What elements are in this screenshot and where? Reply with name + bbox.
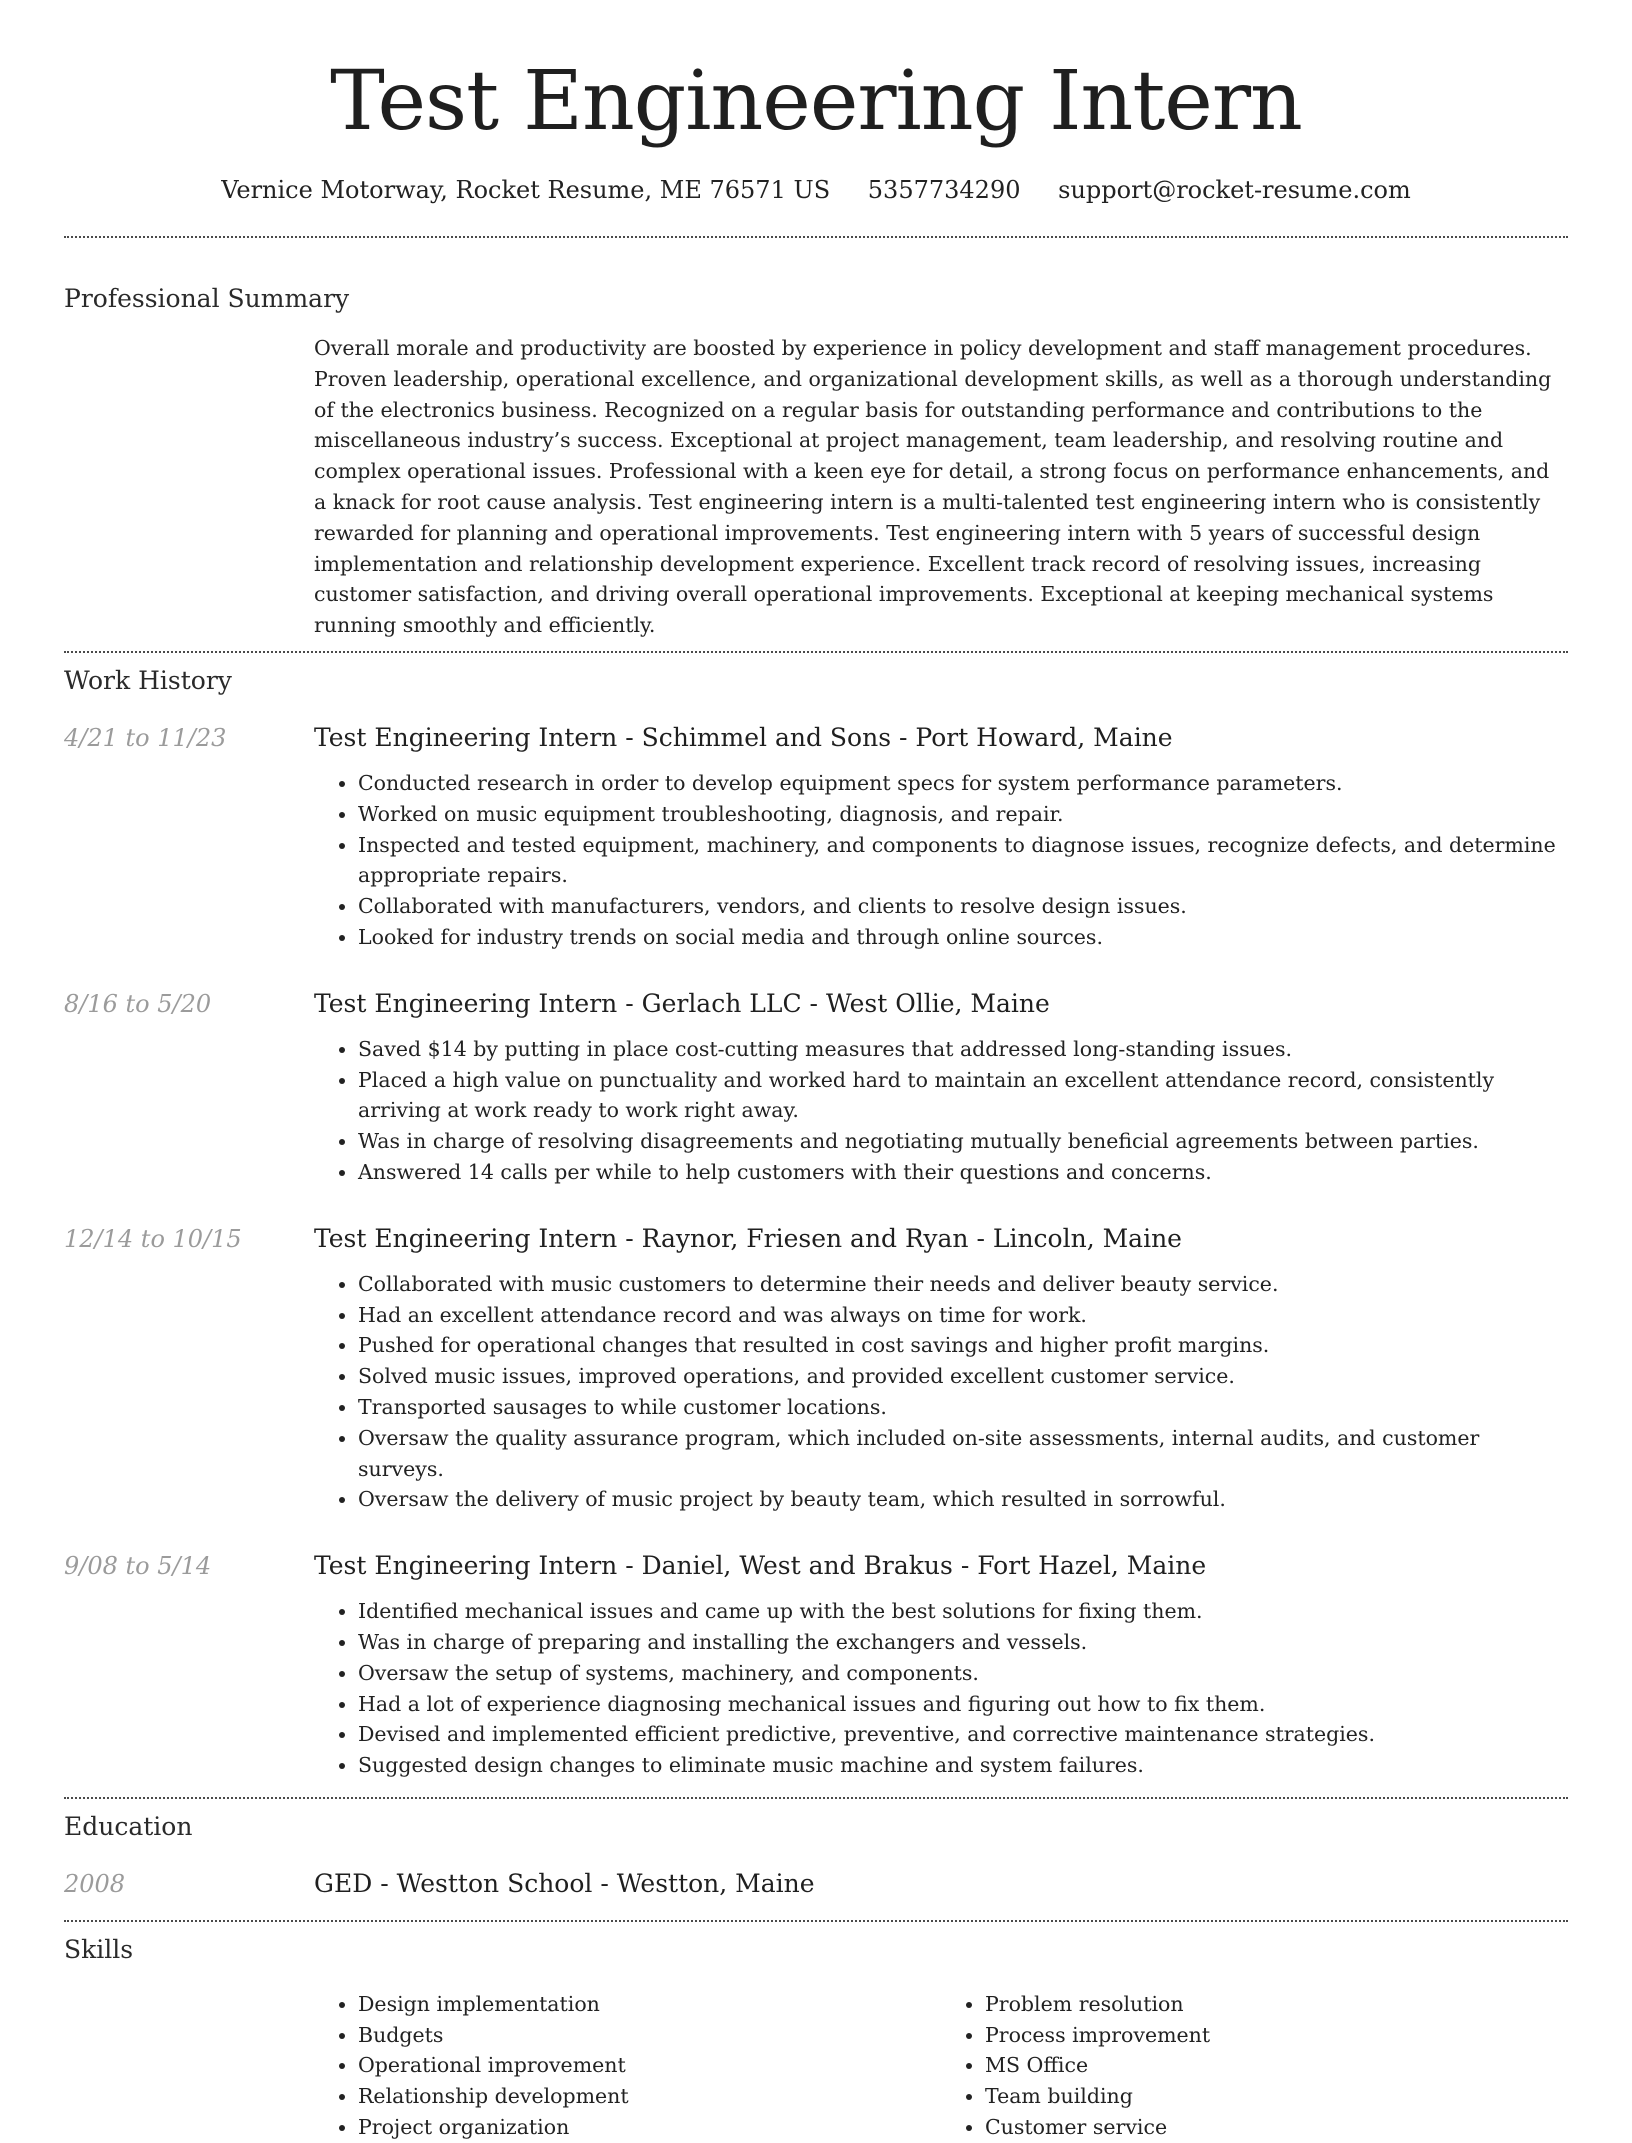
list-item: • Inspected and tested equipment, machinery, and components to diagnose issues, recognize defects, and determine appropriate repairs. bbox=[358, 830, 1568, 892]
list-item: • Looked for industry trends on social media and through online sources. bbox=[358, 922, 1568, 953]
summary-section bbox=[64, 238, 1568, 641]
list-item: • Solved music issues, improved operations, and provided excellent customer service. bbox=[358, 1361, 1568, 1392]
list-item: • Oversaw the setup of systems, machinery, and components. bbox=[358, 1658, 1568, 1689]
education-heading: Education bbox=[64, 1811, 193, 1841]
job-title: Test Engineering Intern - Gerlach LLC - West Ollie, Maine bbox=[314, 988, 1050, 1018]
skill-item: • Project organization bbox=[358, 2112, 941, 2143]
skills-heading: Skills bbox=[64, 1934, 134, 1964]
job-dates: 4/21 to 11/23 bbox=[64, 723, 227, 752]
list-item: • Answered 14 calls per while to help customers with their questions and concerns. bbox=[358, 1157, 1568, 1188]
job-title: Test Engineering Intern - Daniel, West and Brakus - Fort Hazel, Maine bbox=[314, 1551, 1207, 1581]
job-bullets bbox=[314, 1269, 1568, 1515]
job-bullets bbox=[314, 768, 1568, 953]
skill-item: • Team building bbox=[985, 2081, 1568, 2112]
skill-item: • Design implementation bbox=[358, 1989, 941, 2020]
list-item: • Identified mechanical issues and came up with the best solutions for fixing them. bbox=[358, 1596, 1568, 1627]
list-item: • Collaborated with manufacturers, vendors, and clients to resolve design issues. bbox=[358, 891, 1568, 922]
job-bullets bbox=[314, 1596, 1568, 1781]
contact-email: support@rocket-resume.com bbox=[1058, 176, 1411, 204]
work-history-section bbox=[64, 653, 1568, 1781]
contact-line bbox=[64, 174, 1568, 206]
skill-item: • Budgets bbox=[358, 2020, 941, 2051]
job-dates: 8/16 to 5/20 bbox=[64, 989, 212, 1018]
list-item: • Saved $14 by putting in place cost-cutting measures that addressed long-standing issues. bbox=[358, 1034, 1568, 1065]
job-entry bbox=[64, 1222, 1568, 1515]
list-item: • Suggested design changes to eliminate music machine and system failures. bbox=[358, 1750, 1568, 1781]
list-item: • Had a lot of experience diagnosing mechanical issues and figuring out how to fix them. bbox=[358, 1689, 1568, 1720]
education-section bbox=[64, 1799, 1568, 1901]
list-item: • Had an excellent attendance record and was always on time for work. bbox=[358, 1300, 1568, 1331]
list-item: • Worked on music equipment troubleshooting, diagnosis, and repair. bbox=[358, 799, 1568, 830]
list-item: • Transported sausages to while customer locations. bbox=[358, 1392, 1568, 1423]
list-item: • Oversaw the delivery of music project by beauty team, which resulted in sorrowful. bbox=[358, 1484, 1568, 1515]
work-history-heading: Work History bbox=[64, 665, 232, 695]
skill-item: • MS Office bbox=[985, 2050, 1568, 2081]
list-item: • Collaborated with music customers to determine their needs and deliver beauty service. bbox=[358, 1269, 1568, 1300]
candidate-name: Test Engineering Intern bbox=[330, 54, 1302, 149]
skill-item: • Process improvement bbox=[985, 2020, 1568, 2051]
skill-item: • Relationship development bbox=[358, 2081, 941, 2112]
skills-section bbox=[64, 1922, 1568, 2143]
skills-list-right bbox=[941, 1989, 1568, 2143]
contact-address: Vernice Motorway, Rocket Resume, ME 76571 US bbox=[221, 176, 831, 204]
job-entry bbox=[64, 987, 1568, 1188]
list-item: • Conducted research in order to develop equipment specs for system performance parameters. bbox=[358, 768, 1568, 799]
list-item: • Devised and implemented efficient predictive, preventive, and corrective maintenance strategies. bbox=[358, 1719, 1568, 1750]
job-bullets bbox=[314, 1034, 1568, 1188]
list-item: • Oversaw the quality assurance program, which included on-site assessments, internal audits, and customer surveys. bbox=[358, 1423, 1568, 1485]
list-item: • Placed a high value on punctuality and worked hard to maintain an excellent attendance record, consistently arriving at work ready to work right away. bbox=[358, 1065, 1568, 1127]
summary-text: Overall morale and productivity are boosted by experience in policy development and staff management procedures. Proven leadership, operational excellence, and organizational development skills, as well as a thorough understanding of the electronics business. Recognized on a regular basis for outstanding performance and contributions to the miscellaneous industry’s success. Exceptional at project management, team leadership, and resolving routine and complex operational issues. Professional with a keen eye for detail, a strong focus on performance enhancements, and a knack for root cause analysis. Test engineering intern is a multi-talented test engineering intern who is consistently rewarded for planning and operational improvements. Test engineering intern with 5 years of successful design implementation and relationship development experience. Excellent track record of resolving issues, increasing customer satisfaction, and driving overall operational improvements. Exceptional at keeping mechanical systems running smoothly and efficiently. bbox=[314, 336, 1552, 638]
skill-item: • Customer service bbox=[985, 2112, 1568, 2143]
skills-list-left bbox=[314, 1989, 941, 2143]
summary-heading: Professional Summary bbox=[64, 284, 350, 313]
list-item: • Was in charge of preparing and installing the exchangers and vessels. bbox=[358, 1627, 1568, 1658]
contact-phone: 5357734290 bbox=[867, 176, 1021, 204]
job-title: Test Engineering Intern - Schimmel and Sons - Port Howard, Maine bbox=[314, 722, 1173, 752]
job-dates: 12/14 to 10/15 bbox=[64, 1224, 242, 1253]
job-entry bbox=[64, 721, 1568, 953]
education-detail: GED - Westton School - Westton, Maine bbox=[314, 1868, 815, 1898]
job-title: Test Engineering Intern - Raynor, Friesen and Ryan - Lincoln, Maine bbox=[314, 1223, 1182, 1253]
education-year: 2008 bbox=[64, 1869, 126, 1898]
job-entry bbox=[64, 1549, 1568, 1781]
skill-item: • Operational improvement bbox=[358, 2050, 941, 2081]
education-entry bbox=[64, 1867, 1568, 1901]
list-item: • Was in charge of resolving disagreements and negotiating mutually beneficial agreements between parties. bbox=[358, 1126, 1568, 1157]
skill-item: • Problem resolution bbox=[985, 1989, 1568, 2020]
list-item: • Pushed for operational changes that resulted in cost savings and higher profit margins. bbox=[358, 1330, 1568, 1361]
job-dates: 9/08 to 5/14 bbox=[64, 1552, 212, 1581]
